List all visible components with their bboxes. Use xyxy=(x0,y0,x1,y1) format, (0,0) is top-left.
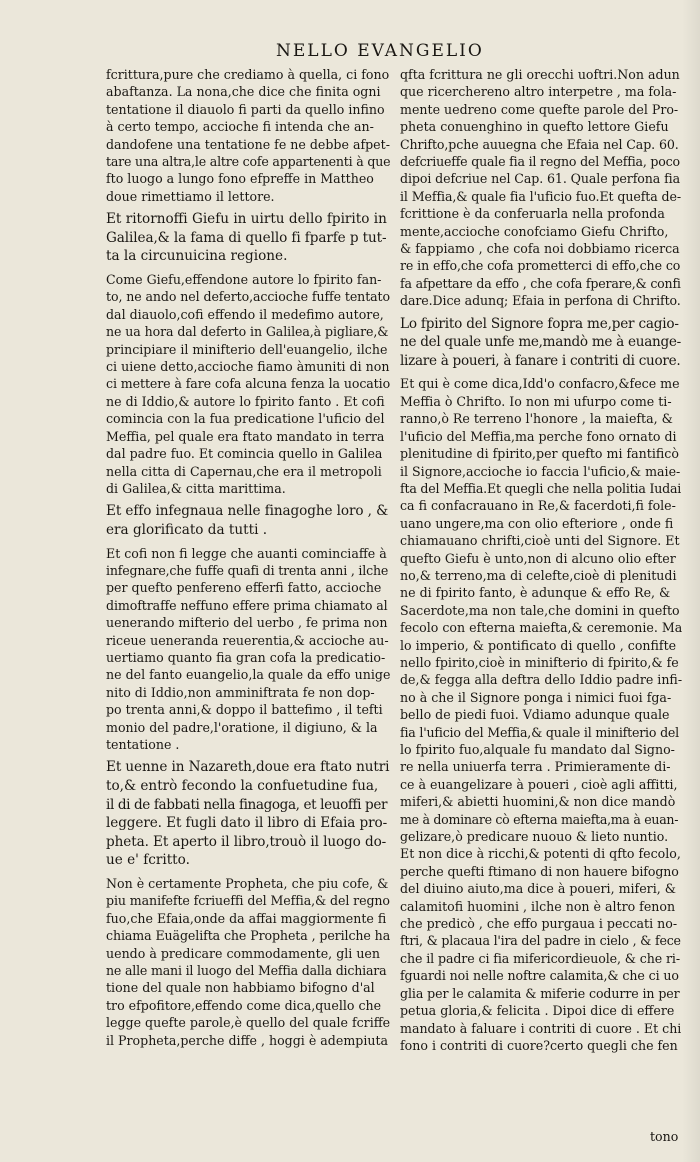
left-column xyxy=(106,66,390,1054)
text-line: il di de fabbati nella finagoga, et leuoffi per xyxy=(106,796,388,813)
text-line: Et non dice à ricchi,& potenti di qfto fecolo, xyxy=(400,846,681,862)
text-line: principiare il minifterio dell'euangelio, ilche xyxy=(106,341,388,357)
text-line: nito di Iddio,non amminiftrata fe non dop- xyxy=(106,684,375,700)
text-line: fia l'uficio del Meffia,& quale il minifterio del xyxy=(400,724,680,740)
text-line: defcriueffe quale fia il regno del Meffia, poco xyxy=(400,154,680,170)
commentary-paragraph xyxy=(106,545,390,754)
text-line: Et effo infegnaua nelle finagoghe loro , & xyxy=(106,503,389,520)
text-line: pheta conuenghino in quefto lettore Giefu xyxy=(400,119,669,135)
text-line: nella citta di Capernau,che era il metropoli xyxy=(106,463,382,479)
text-line: Meffia, pel quale era ftato mandato in terra xyxy=(106,428,385,444)
text-line: Non è certamente Propheta, che piu cofe, & xyxy=(106,875,389,891)
text-line: l'uficio del Meffia,ma perche fono ornato di xyxy=(400,428,677,444)
text-line: ce à euangelizare à poueri , cioè agli affitti, xyxy=(400,776,678,792)
text-line: lo fpirito fuo,alquale fu mandato dal Signo- xyxy=(400,742,675,757)
text-line: fta del Meffia.Et quegli che nella politia Iudai xyxy=(400,480,682,496)
running-title: NELLO EVANGELIO xyxy=(276,41,484,61)
text-line: di Galilea,& citta marittima. xyxy=(106,480,286,496)
text-line: abaftanza. La nona,che dice che finita ogni xyxy=(106,84,381,100)
text-line: po trenta anni,& doppo il battefimo , il tefti xyxy=(106,702,383,718)
catchword: tono xyxy=(650,1129,679,1144)
commentary-paragraph xyxy=(400,375,682,1054)
text-line: Meffia ò Chrifto. Io non mi ufurpo come ti- xyxy=(400,393,672,409)
text-line: che il padre ci fia mifericordieuole, & che ri- xyxy=(400,950,681,966)
text-line: Come Giefu,effendone autore lo fpirito fan- xyxy=(106,272,382,288)
text-line: no à che il Signore ponga i nimici fuoi fga- xyxy=(400,689,672,705)
text-line: & fappiamo , che cofa noi dobbiamo ricerca xyxy=(400,241,680,257)
text-line: que ricerchereno altro interpetre , ma fola- xyxy=(400,84,677,100)
text-line: fto luogo a lungo fono efpreffe in Mattheo xyxy=(106,171,374,187)
text-line: tione del quale non habbiamo bifogno d'al xyxy=(106,980,375,996)
text-line: monio del padre,l'oratione, il digiuno, & la xyxy=(106,719,378,735)
text-line: de,& fegga alla deftra dello Iddio padre infi- xyxy=(400,672,682,688)
text-line: re nella uniuerfa terra . Primieramente di- xyxy=(400,759,671,775)
text-line: Sacerdote,ma non tale,che domini in quefto xyxy=(400,602,680,618)
text-line: ne del quale unfe me,mandò me à euange- xyxy=(400,334,681,351)
text-line: dipoi defcriue nel Cap. 61. Quale perfona fia xyxy=(400,171,680,187)
text-line: dimoftraffe neffuno effere prima chiamato al xyxy=(106,597,388,613)
text-line: fguardi noi nelle noftre calamita,& che ci uo xyxy=(400,968,679,984)
text-line: uertiamo quanto fia gran cofa la predicatio- xyxy=(106,649,386,665)
text-line: ci mettere à fare cofa alcuna fenza la uocatio xyxy=(106,376,390,392)
text-line: Galilea,& la fama di quello fi fparfe p tut- xyxy=(106,229,387,246)
text-line: fcrittura,pure che crediamo à quella, ci fono xyxy=(106,67,390,82)
text-line: dandofene una tentatione fe ne debbe afpet- xyxy=(106,136,390,152)
text-line: Lo fpirito del Signore fopra me,per cagio- xyxy=(400,315,679,332)
text-line: me à dominare cò efterna maiefta,ma à euan- xyxy=(400,811,679,827)
commentary-paragraph xyxy=(106,875,390,1049)
text-line: pheta. Et aperto il libro,trouò il luogo do- xyxy=(106,833,387,850)
text-line: Et uenne in Nazareth,doue era ftato nutri xyxy=(106,759,390,776)
text-line: no,& terreno,ma di celefte,cioè di plenitudi xyxy=(400,567,677,583)
scripture-paragraph xyxy=(106,502,390,539)
text-line: ftri, & placaua l'ira del padre in cielo , & fece xyxy=(400,933,681,949)
text-line: fa afpettare da effo , che cofa fperare,& confi xyxy=(400,275,681,291)
text-line: miferi,& abietti huomini,& non dice mandò xyxy=(400,794,676,810)
text-line: nello fpirito,cioè in minifterio di fpirito,& fe xyxy=(400,654,679,670)
scripture-paragraph xyxy=(106,758,390,870)
text-line: ne ua hora dal deferto in Galilea,à pigliare,& xyxy=(106,324,389,340)
text-line: Chrifto,pche auuegna che Efaia nel Cap. 60. xyxy=(400,136,679,152)
text-line: chiama Euägelifta che Propheta , perilche ha xyxy=(106,928,390,944)
text-line: to, ne ando nel deferto,accioche fuffe tentato xyxy=(106,289,390,305)
text-line: ci uiene detto,accioche fiamo àmuniti di non xyxy=(106,359,390,375)
text-line: fono i contriti di cuore?certo quegli che fen xyxy=(400,1037,678,1053)
text-line: qfta fcrittura ne gli orecchi uoftri.Non adun xyxy=(400,67,680,82)
text-line: riceue ueneranda reuerentia,& accioche au- xyxy=(106,632,389,648)
commentary-paragraph xyxy=(400,66,682,310)
text-line: dal diauolo,cofi effendo il medefimo autore, xyxy=(106,306,384,322)
text-line: Et cofi non fi legge che auanti cominciaffe à xyxy=(106,545,387,561)
text-line: legge quefte parole,è quello del quale fcriffe xyxy=(106,1015,390,1031)
text-line: uano ungere,ma con olio efteriore , onde fi xyxy=(400,515,674,531)
text-line: glia per le calamita & miferie codurre in per xyxy=(400,985,680,1001)
text-line: ne del fanto euangelio,la quale da effo unige xyxy=(106,667,390,683)
scripture-paragraph xyxy=(400,315,682,371)
text-line: mente uedreno come quefte parole del Pro- xyxy=(400,101,679,117)
text-line: tare una altra,le altre cofe appartenenti à que xyxy=(106,154,390,170)
text-line: to,& entrò fecondo la confuetudine fua, xyxy=(106,777,379,794)
page-edge-shadow xyxy=(682,0,700,1162)
text-line: dal padre fuo. Et comincia quello in Galilea xyxy=(106,446,383,462)
text-line: re in effo,che cofa prometterci di effo,che co xyxy=(400,258,681,274)
text-line: ranno,ò Re terreno l'honore , la maiefta, & xyxy=(400,411,673,427)
text-line: lizare à poueri, à fanare i contriti di cuore. xyxy=(400,352,681,369)
commentary-paragraph xyxy=(106,271,390,497)
text-line: quefto Giefu è unto,non di alcuno olio efter xyxy=(400,550,676,566)
text-line: Et qui è come dica,Idd'o confacro,&fece me xyxy=(400,376,680,392)
text-line: gelizare,ò predicare nuouo & lieto nuntio. xyxy=(400,829,669,845)
text-line: mandato à faluare i contriti di cuore . Et chi xyxy=(400,1020,682,1036)
text-line: il Propheta,perche diffe , hoggi è adempiuta xyxy=(106,1032,389,1048)
scripture-paragraph xyxy=(106,210,390,266)
text-line: che predicò , che effo purgaua i peccati no- xyxy=(400,916,678,932)
text-line: plenitudine di fpirito,per quefto mi fantificò xyxy=(400,446,679,462)
text-line: ta la circunuicina regione. xyxy=(106,248,288,265)
text-line: tentatione il diauolo fi parti da quello infino xyxy=(106,101,385,117)
text-line: chiamauano chrifti,cioè unti del Signore. Et xyxy=(400,533,680,549)
commentary-paragraph xyxy=(106,66,390,205)
text-line: calamitofi huomini , ilche non è altro fenon xyxy=(400,898,676,914)
text-line: ne alle mani il luogo del Meffia dalla dichiara xyxy=(106,962,387,978)
text-line: petua gloria,& felicita . Dipoi dice di effere xyxy=(400,1003,675,1019)
right-column xyxy=(400,66,682,1059)
text-line: ne di fpirito fanto, è adunque & effo Re, & xyxy=(400,585,671,601)
text-line: tentatione . xyxy=(106,736,180,752)
text-line: ca fi confacrauano in Re,& facerdoti,fi fole- xyxy=(400,498,676,514)
text-line: Et ritornoffi Giefu in uirtu dello fpirito in xyxy=(106,211,387,228)
text-line: tro efpofitore,effendo come dica,quello che xyxy=(106,997,382,1013)
text-line: il Meffia,& quale fia l'uficio fuo.Et quefta de- xyxy=(400,188,682,204)
text-line: lo imperio, & pontificato di quello , confifte xyxy=(400,637,677,653)
text-line: à certo tempo, accioche fi intenda che an- xyxy=(106,119,374,135)
text-line: infegnare,che fuffe quafi di trenta anni , ilche xyxy=(106,562,389,578)
text-line: perche quefti ftimano di non hauere bifogno xyxy=(400,863,679,879)
text-line: il Signore,accioche io faccia l'uficio,& maie- xyxy=(400,463,681,479)
text-line: piu manifefte fcriueffi del Meffia,& del regno xyxy=(106,893,390,909)
text-line: leggere. Et fugli dato il libro di Efaia pro- xyxy=(106,815,388,832)
text-line: fuo,che Efaia,onde da affai maggiormente fi xyxy=(106,910,387,926)
text-line: uenerando mifterio del uerbo , fe prima non xyxy=(106,615,388,631)
text-line: bello de piedi fuoi. Vdiamo adunque quale xyxy=(400,707,670,723)
text-line: del diuino aiuto,ma dice à poueri, miferi, & xyxy=(400,881,676,897)
text-line: era glorificato da tutti . xyxy=(106,521,268,538)
text-line: doue rimettiamo il lettore. xyxy=(106,188,275,204)
text-line: fcrittione è da conferuarla nella profonda xyxy=(400,206,665,222)
text-line: comincia con la fua predicatione l'uficio del xyxy=(106,411,385,427)
text-line: ue e' fcritto. xyxy=(106,852,190,869)
text-line: per quefto penfereno efferfi fatto, accioche xyxy=(106,580,382,596)
text-line: uendo à predicare commodamente, gli uen xyxy=(106,945,380,961)
text-line: fecolo con efterna maiefta,& ceremonie. Ma xyxy=(400,620,682,636)
text-line: mente,accioche conofciamo Giefu Chrifto, xyxy=(400,223,669,239)
text-line: ne di Iddio,& autore lo fpirito fanto . Et cofi xyxy=(106,393,385,409)
text-line: dare.Dice adunq; Efaia in perfona di Chrifto. xyxy=(400,293,681,309)
